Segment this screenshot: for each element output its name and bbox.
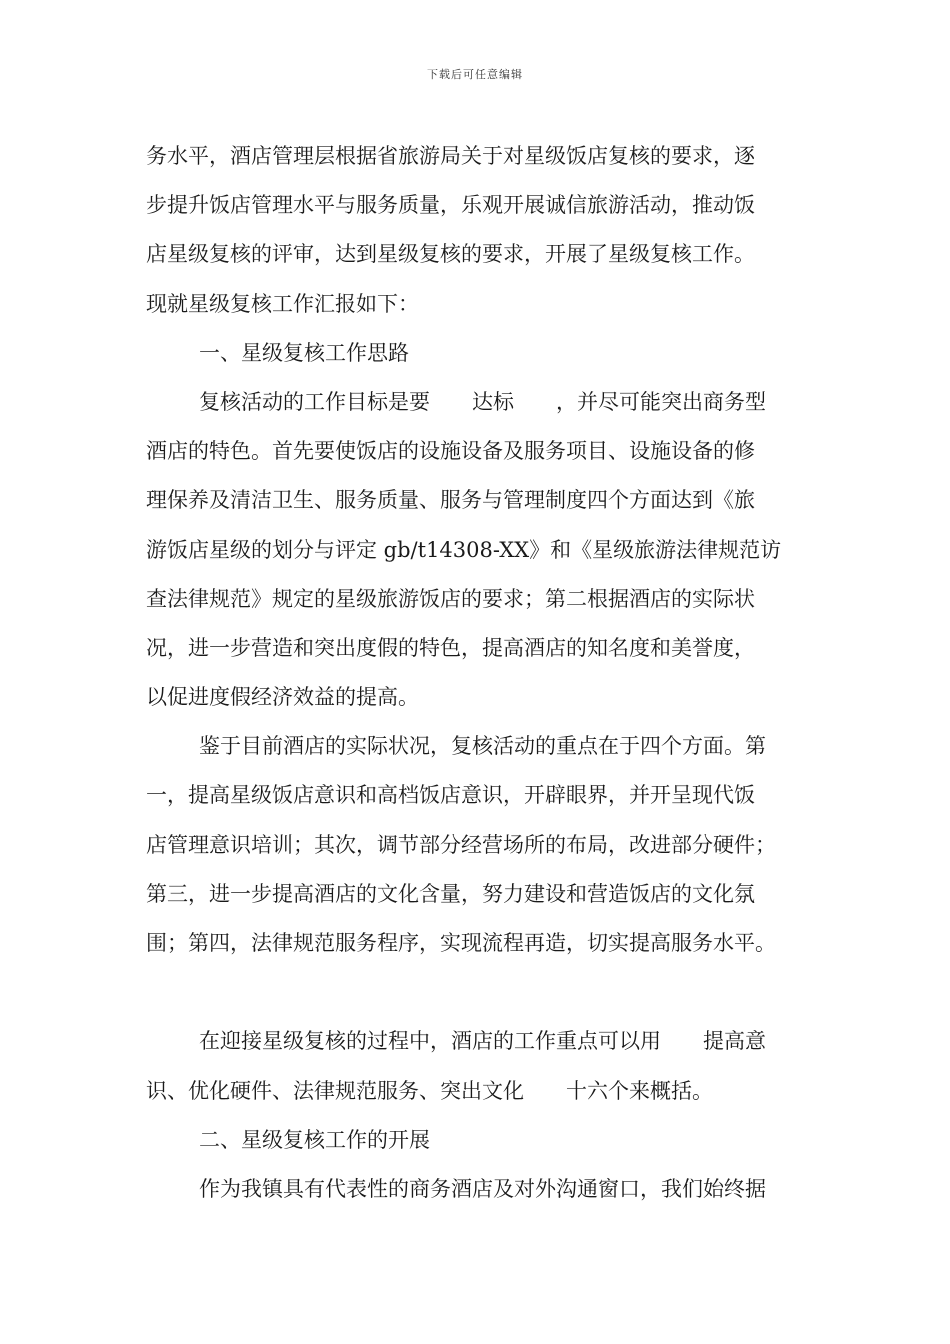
paragraph-line: 理保养及清洁卫生、服务质量、服务与管理制度四个方面达到《旅 [146, 488, 755, 513]
blank-line [146, 968, 806, 1017]
paragraph-line: 作为我镇具有代表性的商务酒店及对外沟通窗口，我们始终据 [199, 1176, 766, 1201]
page-header: 下载后可任意编辑 [427, 68, 523, 81]
paragraph-line: 况，进一步营造和突出度假的特色，提高酒店的知名度和美誉度， [146, 635, 755, 660]
paragraph-line: 在迎接星级复核的过程中，酒店的工作重点可以用 提高意 [199, 1029, 766, 1054]
paragraph-line: 店星级复核的评审，达到星级复核的要求，开展了星级复核工作。 [146, 242, 755, 267]
section-heading: 一、星级复核工作思路 [199, 340, 409, 365]
paragraph-line: 以促进度假经济效益的提高。 [146, 685, 419, 710]
paragraph-line: 鉴于目前酒店的实际状况，复核活动的重点在于四个方面。第 [199, 734, 766, 759]
paragraph-line: 一，提高星级饭店意识和高档饭店意识，开辟眼界，并开呈现代饭 [146, 783, 755, 808]
paragraph-line: 现就星级复核工作汇报如下： [146, 291, 419, 316]
paragraph-line: 游饭店星级的划分与评定 gb/t14308-XX》和《星级旅游法律规范访 [146, 537, 782, 562]
paragraph-line: 围；第四，法律规范服务程序，实现流程再造，切实提高服务水平。 [146, 931, 776, 955]
paragraph-line: 查法律规范》规定的星级旅游饭店的要求；第二根据酒店的实际状 [146, 586, 755, 611]
document-body [146, 132, 806, 1214]
section-heading: 二、星级复核工作的开展 [199, 1127, 430, 1152]
paragraph-line: 酒店的特色。首先要使饭店的设施设备及服务项目、设施设备的修 [146, 439, 755, 464]
paragraph-line: 步提升饭店管理水平与服务质量，乐观开展诚信旅游活动，推动饭 [146, 193, 755, 218]
paragraph-line: 识、优化硬件、法律规范服务、突出文化 十六个来概括。 [146, 1078, 713, 1103]
paragraph-line: 店管理意识培训；其次，调节部分经营场所的布局，改进部分硬件； [146, 832, 776, 857]
paragraph-line: 第三，进一步提高酒店的文化含量，努力建设和营造饭店的文化氛 [146, 881, 755, 906]
paragraph-line: 务水平，酒店管理层根据省旅游局关于对星级饭店复核的要求，逐 [146, 144, 755, 168]
paragraph-line: 复核活动的工作目标是要 达标 ，并尽可能突出商务型 [199, 389, 766, 414]
